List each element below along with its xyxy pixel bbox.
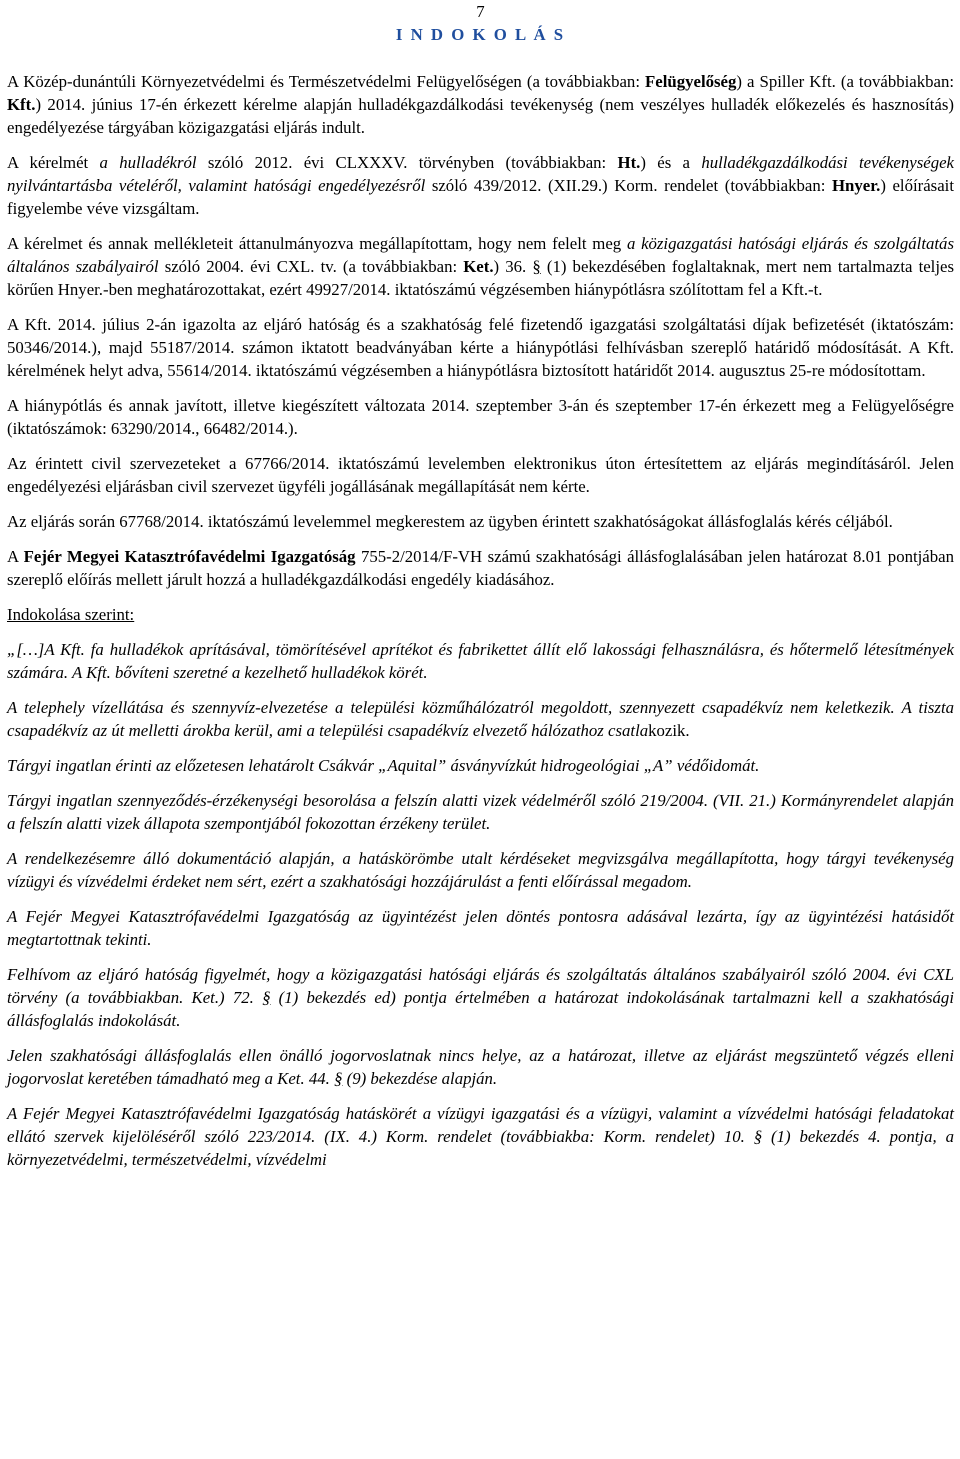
quote-5: A rendelkezésemre álló dokumentáció alapján, a hatáskörömbe utalt kérdéseket megvizsgálva megállapította, hogy tárgyi tevékenység vízügyi és vízvédelmi érdeket nem sért, ezért a szakhatósági hozzájárulást a fenti előírással megadom. <box>7 849 954 891</box>
paragraph-deficiency: A kérelmet és annak mellékleteit áttanulmányozva megállapítottam, hogy nem felelt meg a közigazgatási hatósági eljárás és szolgáltatás általános szabályairól szóló 2004. évi CXL. tv. (a továbbiakban: Ket.) 36. § (1) bekezdésében foglaltaknak, mert nem tartalmazta teljes körűen Hnyer.-ben meghatározottakat, ezért 49927/2014. iktatószámú végzésemben hiánypótlásra szólítottam fel a Kft.-t. <box>7 234 954 299</box>
quote-3: Tárgyi ingatlan érinti az előzetesen lehatárolt Csákvár „Aquital” ásványvízkút hidrogeológiai „A” védőidomát. <box>7 756 760 775</box>
page-number: 7 <box>476 2 485 21</box>
section-sign: § <box>262 988 271 1007</box>
paragraph-fees: A Kft. 2014. július 2-án igazolta az eljáró hatóság és a szakhatóság felé fizetendő igazgatási szolgáltatási díjak befizetését (iktatószám: 50346/2014.), majd 55187/2014. számon iktatott beadványában kérte a hiánypótlási felhívásban szereplő határidő módosítását. A Kft. kérelmének helyt adva, 55614/2014. iktatószámú végzésemben a hiánypótlásra biztosított határidőt 2014. augusztus 25-re módosítottam. <box>7 315 954 380</box>
quote-4: Tárgyi ingatlan szennyeződés-érzékenységi besorolása a felszín alatti vizek védelméről szóló 219/2004. (VII. 21.) Kormányrendelet alapján a felszín alatti vizek állapota szempontjából fokozottan érzékeny terület. <box>7 791 954 833</box>
quote-2: A telephely vízellátása és szennyvíz-elvezetése a települési közműhálózatról megoldott, szennyezett csapadékvíz nem keletkezik. A tiszta csapadékvíz az út melletti árokba kerül, ami a települési csapadékvíz elvezető hálózathoz csatlakozik. <box>7 698 954 740</box>
paragraph-supplement: A hiánypótlás és annak javított, illetve kiegészített változata 2014. szeptember 3-án és szeptember 17-én érkezett meg a Felügyelőségre (iktatószámok: 63290/2014., 66482/2014.). <box>7 396 954 438</box>
paragraph-fire-directorate: A Fejér Megyei Katasztrófavédelmi Igazgatóság 755-2/2014/F-VH számú szakhatósági állásfoglalásában jelen határozat 8.01 pontjában szereplő előírás mellett járult hozzá a hulladékgazdálkodási engedély kiadásához. <box>7 547 954 589</box>
paragraph-authorities: Az eljárás során 67768/2014. iktatószámú levelemmel megkerestem az ügyben érintett szakhatóságokat állásfoglalás kérés céljából. <box>7 512 893 531</box>
quote-1: „[…]A Kft. fa hulladékok aprításával, tömörítésével aprítékot és fabrikettet állít elő lakossági felhasználásra, és hőtermelő létesítmények számára. A Kft. bővíteni szeretné a kezelhető hulladékok körét. <box>7 640 954 682</box>
quote-8: Jelen szakhatósági állásfoglalás ellen önálló jogorvoslatnak nincs helye, az a határozat, illetve az eljárást megszüntető végzés elleni jogorvoslat keretében támadható meg a Ket. 44. § (9) bekezdése alapján. <box>7 1046 954 1088</box>
paragraph-civil: Az érintett civil szervezeteket a 67766/2014. iktatószámú levelemben elektronikus úton értesítettem az eljárás megindításáról. Jelen engedélyezési eljárásban civil szervezet ügyféli jogállásának megállapítását nem kérte. <box>7 454 954 496</box>
section-sign: § <box>532 257 541 276</box>
paragraph-legal-basis: A kérelmét a hulladékról szóló 2012. évi CLXXXV. törvényben (továbbiakban: Ht.) és a hulladékgazdálkodási tevékenységek nyilvántartásba vételéről, valamint hatósági engedélyezésről szóló 439/2012. (XII.29.) Korm. rendelet (továbbiakban: Hnyer.) előírásait figyelembe véve vizsgáltam. <box>7 153 954 218</box>
document-title: I N D O K O L Á S <box>395 25 566 44</box>
reasoning-heading: Indokolása szerint: <box>7 605 135 624</box>
section-sign: § <box>334 1069 343 1088</box>
quote-6: A Fejér Megyei Katasztrófavédelmi Igazgatóság az ügyintézést jelen döntés pontosra adásával lezárta, így az ügyintézési hatásidőt megtartottnak tekinti. <box>7 907 954 949</box>
quote-9: A Fejér Megyei Katasztrófavédelmi Igazgatóság hatáskörét a vízügyi igazgatási és a vízügyi, valamint a vízvédelmi hatósági feladatokat ellátó szervek kijelöléséről szóló 223/2014. (IX. 4.) Korm. rendelet (továbbiakba: Korm. rendelet) 10. § (1) bekezdés 4. pontja, a környezetvédelmi, természetvédelmi, vízvédelmi <box>7 1104 954 1169</box>
quote-7: Felhívom az eljáró hatóság figyelmét, hogy a közigazgatási hatósági eljárás és szolgáltatás általános szabályairól szóló 2004. évi CXL törvény (a továbbiakban. Ket.) 72. § (1) bekezdés ed) pontja értelmében a határozat indokolásának tartalmazni kell a szakhatósági állásfoglalás indokolását. <box>7 965 954 1030</box>
paragraph-intro: A Közép-dunántúli Környezetvédelmi és Természetvédelmi Felügyelőségen (a továbbiakban: Felügyelőség) a Spiller Kft. (a továbbiakban: Kft.) 2014. június 17-én érkezett kérelme alapján hulladékgazdálkodási tevékenység (nem veszélyes hulladék előkezelés és hasznosítás) engedélyezése tárgyában közigazgatási eljárás indult. <box>7 72 954 137</box>
